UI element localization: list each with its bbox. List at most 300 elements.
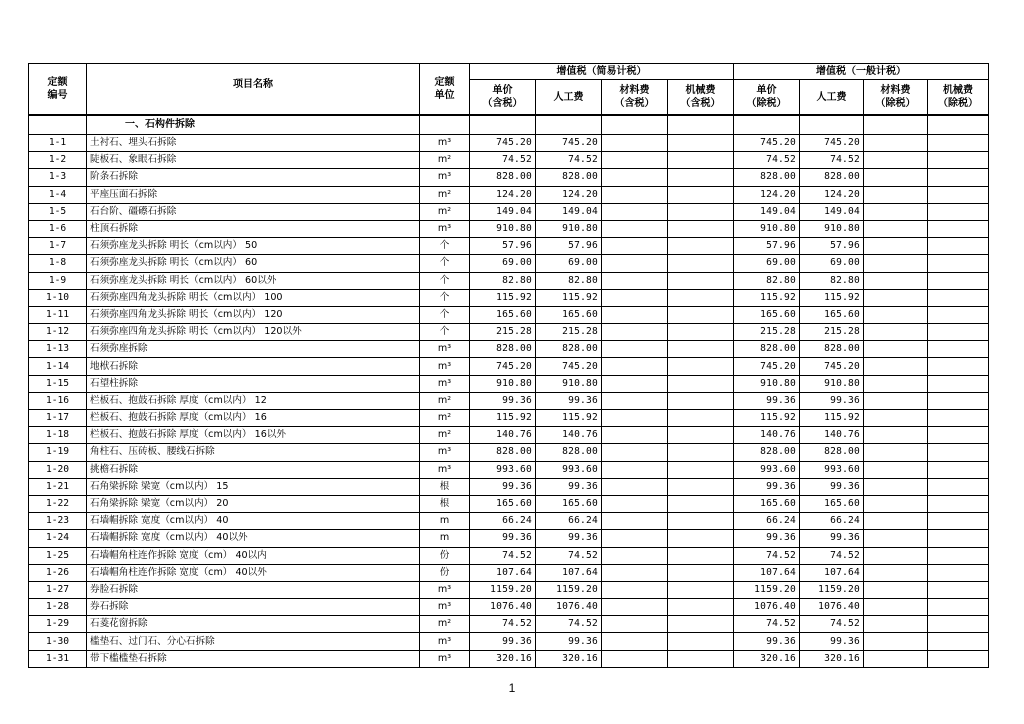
row-general-material <box>864 186 928 203</box>
row-unit: 份 <box>420 564 470 581</box>
row-general-labor: 828.00 <box>800 444 864 461</box>
row-unit: m <box>420 530 470 547</box>
row-general-material <box>864 306 928 323</box>
row-unit: m² <box>420 152 470 169</box>
row-general-unit-price: 1076.40 <box>734 599 800 616</box>
row-code: 1-12 <box>29 324 87 341</box>
row-general-labor: 69.00 <box>800 255 864 272</box>
row-general-unit-price: 828.00 <box>734 444 800 461</box>
row-simple-material <box>602 203 668 220</box>
row-general-machine <box>928 220 989 237</box>
table-header <box>29 64 989 116</box>
row-general-labor: 140.76 <box>800 427 864 444</box>
row-general-machine <box>928 478 989 495</box>
table-row <box>29 289 989 306</box>
row-code: 1-19 <box>29 444 87 461</box>
row-code: 1-28 <box>29 599 87 616</box>
row-simple-material <box>602 255 668 272</box>
row-code: 1-7 <box>29 238 87 255</box>
row-simple-labor: 82.80 <box>536 272 602 289</box>
table-row <box>29 547 989 564</box>
row-general-material <box>864 564 928 581</box>
row-simple-labor: 74.52 <box>536 616 602 633</box>
row-general-machine <box>928 427 989 444</box>
row-simple-machine <box>668 444 734 461</box>
section-title: 一、石构件拆除 <box>87 115 420 135</box>
row-general-machine <box>928 169 989 186</box>
row-general-unit-price: 74.52 <box>734 547 800 564</box>
row-general-unit-price: 320.16 <box>734 650 800 667</box>
row-simple-labor: 745.20 <box>536 135 602 152</box>
row-simple-machine <box>668 203 734 220</box>
table-row <box>29 530 989 547</box>
row-simple-machine <box>668 633 734 650</box>
row-name: 石墙帽角柱连作拆除 宽度（cm） 40以内 <box>87 547 420 564</box>
header-simple-material: 材料费 （含税） <box>602 80 668 116</box>
row-simple-labor: 66.24 <box>536 513 602 530</box>
row-simple-unit-price: 99.36 <box>470 478 536 495</box>
row-simple-unit-price: 115.92 <box>470 410 536 427</box>
row-unit: m³ <box>420 169 470 186</box>
row-code: 1-9 <box>29 272 87 289</box>
header-general-machine: 机械费 （除税） <box>928 80 989 116</box>
row-general-labor: 115.92 <box>800 410 864 427</box>
row-simple-labor: 828.00 <box>536 341 602 358</box>
row-general-unit-price: 74.52 <box>734 152 800 169</box>
row-simple-material <box>602 478 668 495</box>
header-group-general: 增值税（一般计税） <box>734 64 989 80</box>
row-general-material <box>864 633 928 650</box>
table-row <box>29 392 989 409</box>
row-simple-material <box>602 186 668 203</box>
row-general-material <box>864 410 928 427</box>
table-row <box>29 220 989 237</box>
row-simple-material <box>602 530 668 547</box>
row-general-material <box>864 427 928 444</box>
row-simple-material <box>602 152 668 169</box>
row-general-unit-price: 99.36 <box>734 530 800 547</box>
row-general-unit-price: 910.80 <box>734 220 800 237</box>
row-general-material <box>864 513 928 530</box>
row-simple-labor: 165.60 <box>536 306 602 323</box>
row-simple-material <box>602 341 668 358</box>
row-general-unit-price: 1159.20 <box>734 581 800 598</box>
row-name: 石台阶、礓礤石拆除 <box>87 203 420 220</box>
row-simple-machine <box>668 530 734 547</box>
row-code: 1-23 <box>29 513 87 530</box>
row-general-machine <box>928 650 989 667</box>
row-simple-unit-price: 1159.20 <box>470 581 536 598</box>
table-row <box>29 461 989 478</box>
header-general-unit-price: 单价 （除税） <box>734 80 800 116</box>
row-simple-material <box>602 581 668 598</box>
row-name: 石墙帽拆除 宽度（cm以内） 40以外 <box>87 530 420 547</box>
row-unit: 根 <box>420 478 470 495</box>
row-name: 栏板石、抱鼓石拆除 厚度（cm以内） 12 <box>87 392 420 409</box>
table-row <box>29 375 989 392</box>
row-unit: m³ <box>420 461 470 478</box>
row-simple-machine <box>668 358 734 375</box>
row-simple-labor: 745.20 <box>536 358 602 375</box>
row-general-unit-price: 124.20 <box>734 186 800 203</box>
row-general-machine <box>928 513 989 530</box>
row-simple-unit-price: 99.36 <box>470 530 536 547</box>
row-name: 陡板石、象眼石拆除 <box>87 152 420 169</box>
row-general-labor: 320.16 <box>800 650 864 667</box>
row-general-labor: 66.24 <box>800 513 864 530</box>
table-row <box>29 272 989 289</box>
row-unit: 个 <box>420 255 470 272</box>
row-name: 券脸石拆除 <box>87 581 420 598</box>
row-simple-material <box>602 169 668 186</box>
row-simple-material <box>602 410 668 427</box>
row-general-machine <box>928 444 989 461</box>
row-simple-labor: 1159.20 <box>536 581 602 598</box>
table-body <box>29 115 989 667</box>
row-simple-material <box>602 306 668 323</box>
row-simple-machine <box>668 513 734 530</box>
row-simple-machine <box>668 410 734 427</box>
row-code: 1-24 <box>29 530 87 547</box>
row-simple-unit-price: 69.00 <box>470 255 536 272</box>
row-general-labor: 745.20 <box>800 358 864 375</box>
row-simple-labor: 69.00 <box>536 255 602 272</box>
row-general-labor: 74.52 <box>800 152 864 169</box>
table-row <box>29 238 989 255</box>
row-name: 栏板石、抱鼓石拆除 厚度（cm以内） 16以外 <box>87 427 420 444</box>
row-simple-unit-price: 115.92 <box>470 289 536 306</box>
row-general-unit-price: 828.00 <box>734 341 800 358</box>
row-simple-machine <box>668 306 734 323</box>
row-simple-material <box>602 650 668 667</box>
header-simple-machine: 机械费 （含税） <box>668 80 734 116</box>
row-simple-labor: 74.52 <box>536 547 602 564</box>
table-row <box>29 203 989 220</box>
row-simple-unit-price: 165.60 <box>470 495 536 512</box>
row-simple-labor: 910.80 <box>536 375 602 392</box>
row-general-machine <box>928 410 989 427</box>
row-name: 槛垫石、过门石、分心石拆除 <box>87 633 420 650</box>
row-name: 栏板石、抱鼓石拆除 厚度（cm以内） 16 <box>87 410 420 427</box>
row-general-material <box>864 220 928 237</box>
row-general-unit-price: 149.04 <box>734 203 800 220</box>
row-general-labor: 99.36 <box>800 633 864 650</box>
row-simple-machine <box>668 152 734 169</box>
row-general-labor: 993.60 <box>800 461 864 478</box>
table-row <box>29 341 989 358</box>
row-general-material <box>864 530 928 547</box>
row-unit: m² <box>420 616 470 633</box>
row-simple-machine <box>668 272 734 289</box>
row-code: 1-26 <box>29 564 87 581</box>
row-name: 石角梁拆除 梁宽（cm以内） 20 <box>87 495 420 512</box>
row-simple-unit-price: 66.24 <box>470 513 536 530</box>
section-empty-cell <box>602 115 668 135</box>
row-general-machine <box>928 203 989 220</box>
row-general-machine <box>928 255 989 272</box>
row-general-labor: 99.36 <box>800 530 864 547</box>
row-general-material <box>864 135 928 152</box>
row-general-labor: 828.00 <box>800 341 864 358</box>
section-empty-cell <box>668 115 734 135</box>
table-row <box>29 410 989 427</box>
row-code: 1-2 <box>29 152 87 169</box>
row-simple-unit-price: 165.60 <box>470 306 536 323</box>
row-general-machine <box>928 547 989 564</box>
row-general-material <box>864 152 928 169</box>
row-general-labor: 99.36 <box>800 392 864 409</box>
row-simple-labor: 99.36 <box>536 478 602 495</box>
row-name: 石须弥座四角龙头拆除 明长（cm以内） 100 <box>87 289 420 306</box>
row-code: 1-30 <box>29 633 87 650</box>
row-simple-unit-price: 149.04 <box>470 203 536 220</box>
row-general-labor: 1159.20 <box>800 581 864 598</box>
row-name: 石角梁拆除 梁宽（cm以内） 15 <box>87 478 420 495</box>
row-code: 1-25 <box>29 547 87 564</box>
row-simple-machine <box>668 650 734 667</box>
row-simple-machine <box>668 478 734 495</box>
row-general-material <box>864 478 928 495</box>
row-name: 阶条石拆除 <box>87 169 420 186</box>
row-unit: m³ <box>420 375 470 392</box>
row-general-labor: 1076.40 <box>800 599 864 616</box>
row-general-material <box>864 547 928 564</box>
row-code: 1-29 <box>29 616 87 633</box>
row-simple-labor: 165.60 <box>536 495 602 512</box>
row-code: 1-8 <box>29 255 87 272</box>
row-simple-unit-price: 74.52 <box>470 152 536 169</box>
row-simple-labor: 828.00 <box>536 169 602 186</box>
row-unit: m³ <box>420 135 470 152</box>
section-empty-cell <box>536 115 602 135</box>
row-simple-machine <box>668 547 734 564</box>
row-code: 1-15 <box>29 375 87 392</box>
row-general-unit-price: 66.24 <box>734 513 800 530</box>
header-group-simple: 增值税（简易计税） <box>470 64 734 80</box>
header-name: 项目名称 <box>87 64 420 116</box>
section-code-cell <box>29 115 87 135</box>
row-simple-material <box>602 564 668 581</box>
row-code: 1-27 <box>29 581 87 598</box>
row-code: 1-4 <box>29 186 87 203</box>
row-simple-material <box>602 599 668 616</box>
row-name: 石望柱拆除 <box>87 375 420 392</box>
row-name: 平座压面石拆除 <box>87 186 420 203</box>
row-general-unit-price: 745.20 <box>734 135 800 152</box>
table-row <box>29 324 989 341</box>
row-general-material <box>864 272 928 289</box>
row-general-unit-price: 828.00 <box>734 169 800 186</box>
row-name: 角柱石、压砖板、腰线石拆除 <box>87 444 420 461</box>
row-unit: m³ <box>420 444 470 461</box>
row-code: 1-31 <box>29 650 87 667</box>
row-simple-unit-price: 828.00 <box>470 444 536 461</box>
row-simple-machine <box>668 564 734 581</box>
row-general-labor: 74.52 <box>800 547 864 564</box>
row-simple-labor: 57.96 <box>536 238 602 255</box>
row-general-unit-price: 910.80 <box>734 375 800 392</box>
section-empty-cell <box>864 115 928 135</box>
row-general-machine <box>928 530 989 547</box>
row-unit: m³ <box>420 341 470 358</box>
row-unit: m³ <box>420 220 470 237</box>
row-unit: m² <box>420 410 470 427</box>
row-simple-unit-price: 828.00 <box>470 169 536 186</box>
row-name: 券石拆除 <box>87 599 420 616</box>
row-simple-labor: 149.04 <box>536 203 602 220</box>
row-simple-unit-price: 57.96 <box>470 238 536 255</box>
row-simple-machine <box>668 169 734 186</box>
row-simple-material <box>602 444 668 461</box>
row-simple-labor: 140.76 <box>536 427 602 444</box>
row-general-unit-price: 57.96 <box>734 238 800 255</box>
row-general-labor: 124.20 <box>800 186 864 203</box>
row-simple-machine <box>668 238 734 255</box>
row-general-material <box>864 358 928 375</box>
row-simple-material <box>602 135 668 152</box>
row-general-machine <box>928 495 989 512</box>
table-row <box>29 444 989 461</box>
row-general-machine <box>928 633 989 650</box>
row-general-labor: 215.28 <box>800 324 864 341</box>
row-simple-unit-price: 140.76 <box>470 427 536 444</box>
row-simple-unit-price: 828.00 <box>470 341 536 358</box>
row-name: 石须弥座龙头拆除 明长（cm以内） 60以外 <box>87 272 420 289</box>
row-general-unit-price: 745.20 <box>734 358 800 375</box>
row-code: 1-13 <box>29 341 87 358</box>
table-row <box>29 358 989 375</box>
row-general-material <box>864 461 928 478</box>
row-simple-material <box>602 375 668 392</box>
row-code: 1-16 <box>29 392 87 409</box>
row-simple-material <box>602 461 668 478</box>
table-row <box>29 169 989 186</box>
row-general-machine <box>928 152 989 169</box>
header-simple-unit-price: 单价 （含税） <box>470 80 536 116</box>
row-simple-machine <box>668 289 734 306</box>
row-general-material <box>864 238 928 255</box>
row-simple-labor: 99.36 <box>536 633 602 650</box>
row-unit: 根 <box>420 495 470 512</box>
row-simple-material <box>602 392 668 409</box>
row-unit: m <box>420 513 470 530</box>
row-simple-unit-price: 124.20 <box>470 186 536 203</box>
row-unit: m² <box>420 186 470 203</box>
row-unit: m² <box>420 427 470 444</box>
row-code: 1-21 <box>29 478 87 495</box>
row-simple-machine <box>668 599 734 616</box>
header-general-labor: 人工费 <box>800 80 864 116</box>
row-simple-labor: 1076.40 <box>536 599 602 616</box>
row-general-material <box>864 375 928 392</box>
table-row <box>29 513 989 530</box>
row-simple-material <box>602 220 668 237</box>
section-empty-cell <box>420 115 470 135</box>
row-simple-unit-price: 910.80 <box>470 375 536 392</box>
row-name: 石墙帽拆除 宽度（cm以内） 40 <box>87 513 420 530</box>
table-row <box>29 427 989 444</box>
row-code: 1-1 <box>29 135 87 152</box>
row-general-machine <box>928 375 989 392</box>
row-unit: m³ <box>420 599 470 616</box>
row-simple-material <box>602 633 668 650</box>
row-simple-unit-price: 99.36 <box>470 633 536 650</box>
table-row <box>29 650 989 667</box>
row-general-unit-price: 107.64 <box>734 564 800 581</box>
row-simple-unit-price: 82.80 <box>470 272 536 289</box>
row-general-machine <box>928 461 989 478</box>
table-row <box>29 599 989 616</box>
row-simple-machine <box>668 220 734 237</box>
row-general-unit-price: 165.60 <box>734 306 800 323</box>
row-general-unit-price: 215.28 <box>734 324 800 341</box>
row-simple-machine <box>668 341 734 358</box>
row-general-labor: 115.92 <box>800 289 864 306</box>
row-name: 地栿石拆除 <box>87 358 420 375</box>
row-general-labor: 74.52 <box>800 616 864 633</box>
row-simple-material <box>602 358 668 375</box>
row-code: 1-11 <box>29 306 87 323</box>
row-simple-unit-price: 745.20 <box>470 135 536 152</box>
row-code: 1-20 <box>29 461 87 478</box>
row-general-labor: 910.80 <box>800 220 864 237</box>
row-simple-unit-price: 910.80 <box>470 220 536 237</box>
header-unit: 定额 单位 <box>420 64 470 116</box>
row-general-machine <box>928 135 989 152</box>
row-general-material <box>864 341 928 358</box>
table-row <box>29 255 989 272</box>
row-general-machine <box>928 581 989 598</box>
row-simple-material <box>602 272 668 289</box>
table-row <box>29 581 989 598</box>
row-general-labor: 57.96 <box>800 238 864 255</box>
section-empty-cell <box>470 115 536 135</box>
row-general-machine <box>928 564 989 581</box>
row-unit: 份 <box>420 547 470 564</box>
row-general-material <box>864 289 928 306</box>
row-name: 石须弥座四角龙头拆除 明长（cm以内） 120以外 <box>87 324 420 341</box>
section-empty-cell <box>800 115 864 135</box>
row-simple-unit-price: 107.64 <box>470 564 536 581</box>
row-simple-labor: 99.36 <box>536 530 602 547</box>
row-general-material <box>864 255 928 272</box>
row-general-unit-price: 99.36 <box>734 392 800 409</box>
row-simple-machine <box>668 255 734 272</box>
header-code: 定额 编号 <box>29 64 87 116</box>
table-row <box>29 495 989 512</box>
row-simple-unit-price: 215.28 <box>470 324 536 341</box>
row-general-labor: 745.20 <box>800 135 864 152</box>
row-unit: 个 <box>420 306 470 323</box>
row-simple-machine <box>668 461 734 478</box>
row-simple-material <box>602 427 668 444</box>
row-general-machine <box>928 289 989 306</box>
row-general-material <box>864 599 928 616</box>
table-row <box>29 616 989 633</box>
row-unit: m³ <box>420 633 470 650</box>
row-simple-labor: 107.64 <box>536 564 602 581</box>
page-number: 1 <box>508 681 516 695</box>
row-code: 1-5 <box>29 203 87 220</box>
row-unit: 个 <box>420 272 470 289</box>
row-general-unit-price: 74.52 <box>734 616 800 633</box>
row-general-material <box>864 495 928 512</box>
row-simple-labor: 115.92 <box>536 410 602 427</box>
row-general-labor: 165.60 <box>800 495 864 512</box>
header-simple-labor: 人工费 <box>536 80 602 116</box>
row-name: 带下槛槛垫石拆除 <box>87 650 420 667</box>
row-simple-machine <box>668 427 734 444</box>
